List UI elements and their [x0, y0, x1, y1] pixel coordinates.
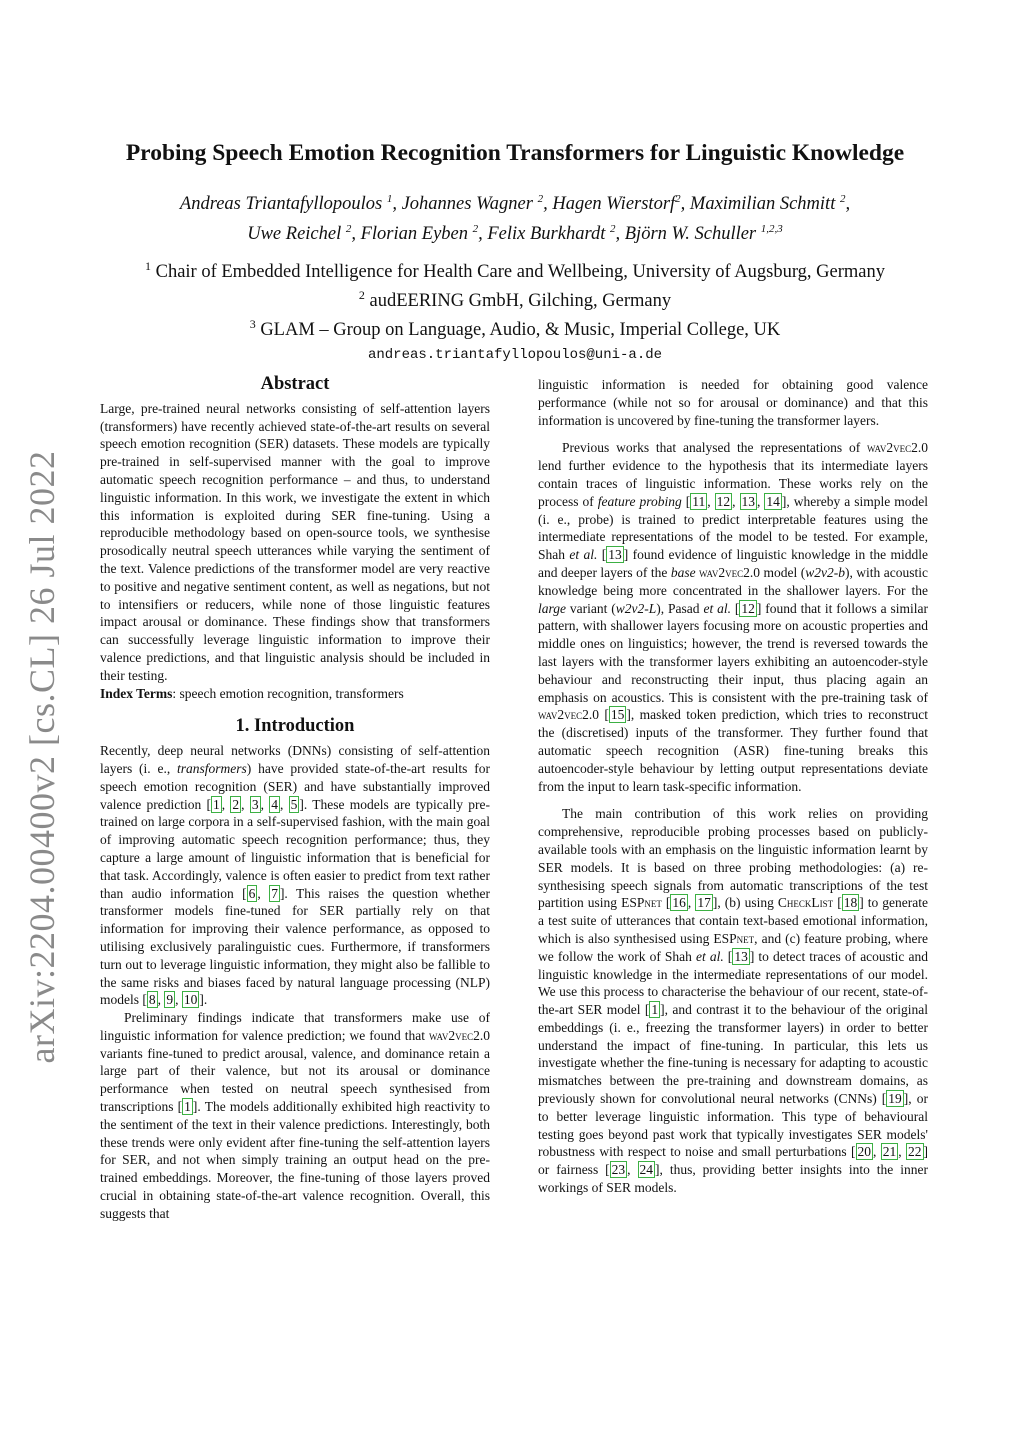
citation-link[interactable]: 12	[716, 493, 731, 509]
citation-link[interactable]: 12	[741, 600, 755, 616]
citation-link[interactable]: 19	[888, 1091, 902, 1107]
author: Johannes Wagner	[401, 194, 533, 215]
left-column	[100, 376, 490, 1223]
citation-link[interactable]: 10	[183, 992, 198, 1008]
citation-link[interactable]: 16	[672, 895, 686, 911]
introduction-heading: 1. Introduction	[235, 716, 355, 737]
citation-link[interactable]: 11	[692, 493, 706, 509]
author: Florian Eyben	[360, 224, 468, 245]
citation-link[interactable]: 13	[734, 948, 748, 964]
citation-link[interactable]: 7	[271, 885, 278, 901]
affiliation: $^3$ GLAM – Group on Language, Audio, & Music, Imperial College, UK	[249, 317, 781, 341]
related-work-paragraph: Previous works that analysed the representations of wav2vec2.0 lend further evidence to the hypothesis that its intermediate layers contain traces of linguistic information. These works rely on the process of feature probing [ 11 , 12 , 13 , 14 ], whereby a simple model (i. e., probe) is trained to predict interpretable features using the intermediate representations of the model to be tested. For example, Shah et al. [ 13 ] found evidence of linguistic knowledge in the middle and deeper layers of the base wav2vec2.0 model (w2v2-b), with acoustic knowledge being more concentrated in the shallower layers. For the large variant (w2v2-L), Pasad et al. [ 12 ] found that it follows a similar pattern, with shallower layers focusing more on acoustic properties and middle ones on linguistics; however, the trend is reversed towards the last layers with the transformer layers exhibiting an autoencoder-style behaviour and reconstructing their input, thus placing again an emphasis on acoustics. This is consistent with the pre-training task of wav2vec2.0 [ 15 ], masked token prediction, which tries to reconstruct the (discretised) inputs of the transformer. They further found that automatic speech recognition (ASR) fine-tuning breaks this autoencoder-style behaviour by letting output representations deviate from the input to learn task-specific information.	[538, 440, 929, 794]
citation-link[interactable]: 22	[908, 1144, 922, 1160]
citation-link[interactable]: 1	[213, 796, 220, 812]
citation-link[interactable]: 20	[857, 1144, 872, 1160]
citation-link[interactable]: 6	[248, 885, 256, 901]
citation-link[interactable]: 17	[697, 895, 711, 911]
author-list: Andreas Triantafyllopoulos $^1$, Johannes Wagner $^2$, Hagen Wierstorf$^2$, Maximilian Schmitt $^2$, Uwe Reichel $^2$, Florian Eyben $^2$, Felix Burkhardt $^2$, Björn W. Schuller $^{1,2,3}$	[179, 193, 851, 245]
paper-title: Probing Speech Emotion Recognition Transformers for Linguistic Knowledge	[125, 140, 905, 166]
author-email[interactable]: andreas.triantafyllopoulos@uni-a.de	[367, 347, 663, 364]
affiliation: $^2$ audEERING GmbH, Gilching, Germany	[358, 288, 672, 312]
affiliations	[95, 255, 935, 367]
citation-link[interactable]: 4	[271, 796, 278, 812]
arxiv-identifier: arXiv:2204.00400v2 [cs.CL] 26 Jul 2022	[22, 450, 62, 1064]
citation-link[interactable]: 14	[766, 493, 780, 509]
author: Maximilian Schmitt	[689, 194, 836, 215]
citation-link[interactable]: 5	[290, 796, 298, 812]
author: Uwe Reichel	[247, 224, 342, 245]
citation-link[interactable]: 21	[882, 1144, 897, 1160]
contribution-paragraph: The main contribution of this work relies on providing comprehensive, reproducible probing processes based on publicly-available tools with an emphasis on the linguistic information learnt by SER models. It is based on three probing methodologies: (a) re-synthesising speech signals from automatic transcriptions of the test partition using ESPnet [ 16 , 17 ], (b) using CheckList [ 18 ] to generate a test suite of utterances that contain text-based emotional information, which is also synthesised using ESPnet, and (c) feature probing, where we follow the work of Shah et al. [ 13 ] to detect traces of acoustic and linguistic knowledge in the intermediate representations of our model. We use this process to characterise the behaviour of our recent, state-of-the-art SER model [ 1 ], and contrast it to the behaviour of the original embeddings (i. e., freezing the transformer layers) in order to better understand the impact of fine-tuning. In particular, this lets us investigate whether the fine-tuning is necessary for adapting to acoustic mismatches between the pre-training and downstream domains, as previously shown for convolutional neural networks (CNNs) [ 19 ], or to better leverage linguistic information. This type of behavioural testing goes beyond past work that typically investigates SER models' robustness with respect to noise and small perturbations [ 20 , 21 , 22 ] or fairness [ 23 , 24 ], thus, providing better insights into the inner workings of SER models.	[538, 806, 929, 1196]
citation-link[interactable]: 23	[611, 1162, 626, 1178]
arxiv-stamp	[10, 450, 74, 1064]
continued-paragraph: linguistic information is needed for obtaining good valence performance (while not so for arousal or dominance) and that this information is uncovered by fine-tuning the transformer layers.	[538, 377, 928, 428]
index-terms: Index Terms: speech emotion recognition, transformers	[100, 685, 404, 701]
intro-paragraph-2: Preliminary findings indicate that transformers make use of linguistic information for valence prediction; we found that wav2vec2.0 variants fine-tuned to predict arousal, valence, and dominance retain a large part of their valence, but not its arousal or dominance performance when tested on neutral speech synthesised from transcriptions [ 1 ]. The models additionally exhibited high reactivity to the sentiment of the text in their valence predictions. Interestingly, both these trends were only evident after fine-tuning the self-attention layers for SER, and not when simply training an output head on the pre-trained embeddings. Moreover, the fine-tuning of those layers proved crucial in obtaining state-of-the-art valence recognition. Overall, this suggests that	[100, 1010, 491, 1221]
abstract-text: Large, pre-trained neural networks consisting of self-attention layers (transformers) have recently achieved state-of-the-art results on several speech emotion recognition (SER) datasets. These models are typically pre-trained in self-supervised manner with the goal to improve automatic speech recognition performance – and thus, to understand linguistic information. In this work, we investigate the extent in which this information is exploited during SER fine-tuning. Using a reproducible methodology based on open-source tools, we synthesise prosodically neutral speech utterances while varying the sentiment of the text. Valence predictions of the transformer model are very reactive to positive and negative sentiment content, as well as negations, but not to intensifiers or reducers, while none of those linguistic features impact arousal or dominance. These findings show that transformers can successfully leverage linguistic information to improve their valence predictions, and that linguistic analysis should be included in their testing.	[100, 400, 490, 683]
author: Felix Burkhardt	[487, 224, 606, 245]
author: Hagen Wierstorf	[552, 194, 676, 215]
author: Björn W. Schuller	[624, 224, 757, 245]
author: Andreas Triantafyllopoulos	[179, 194, 383, 215]
citation-link[interactable]: 2	[232, 796, 240, 812]
citation-link[interactable]: 13	[608, 547, 622, 563]
affiliation: $^1$ Chair of Embedded Intelligence for Health Care and Wellbeing, University of Augsburg, Germany	[144, 259, 886, 283]
abstract-heading: Abstract	[260, 374, 330, 394]
citation-link[interactable]: 15	[610, 707, 625, 723]
citation-link[interactable]: 1	[184, 1099, 191, 1115]
intro-paragraph-1: Recently, deep neural networks (DNNs) consisting of self-attention layers (i. e., transformers) have provided state-of-the-art results for speech emotion recognition (SER) and have substantially improved valence prediction [ 1 , 2 , 3 , 4 , 5 ]. These models are typically pre-trained on large corpora in a self-supervised fashion, with the main goal of improving automatic speech recognition performance; thus, they capture a large amount of linguistic information that is beneficial for that task. Accordingly, valence is often easier to predict from text rather than audio information [ 6 , 7 ]. This raises the question whether transformer models fine-tuned for SER partially rely on that information for improving their valence performance, as opposed to utilising exclusively paralinguistic cues. Furthermore, if transformers turn out to leverage linguistic information, they might also be fallible to the same risks and biases faced by natural language processing (NLP) models [ 8 , 9 , 10 ].	[100, 743, 491, 1008]
citation-link[interactable]: 18	[843, 895, 858, 911]
citation-link[interactable]: 13	[741, 493, 756, 509]
citation-link[interactable]: 1	[651, 1002, 659, 1018]
citation-link[interactable]: 8	[148, 992, 156, 1008]
citation-link[interactable]: 3	[251, 796, 259, 812]
right-column	[538, 376, 928, 1197]
citation-link[interactable]: 9	[166, 992, 174, 1008]
citation-link[interactable]: 24	[639, 1162, 653, 1178]
